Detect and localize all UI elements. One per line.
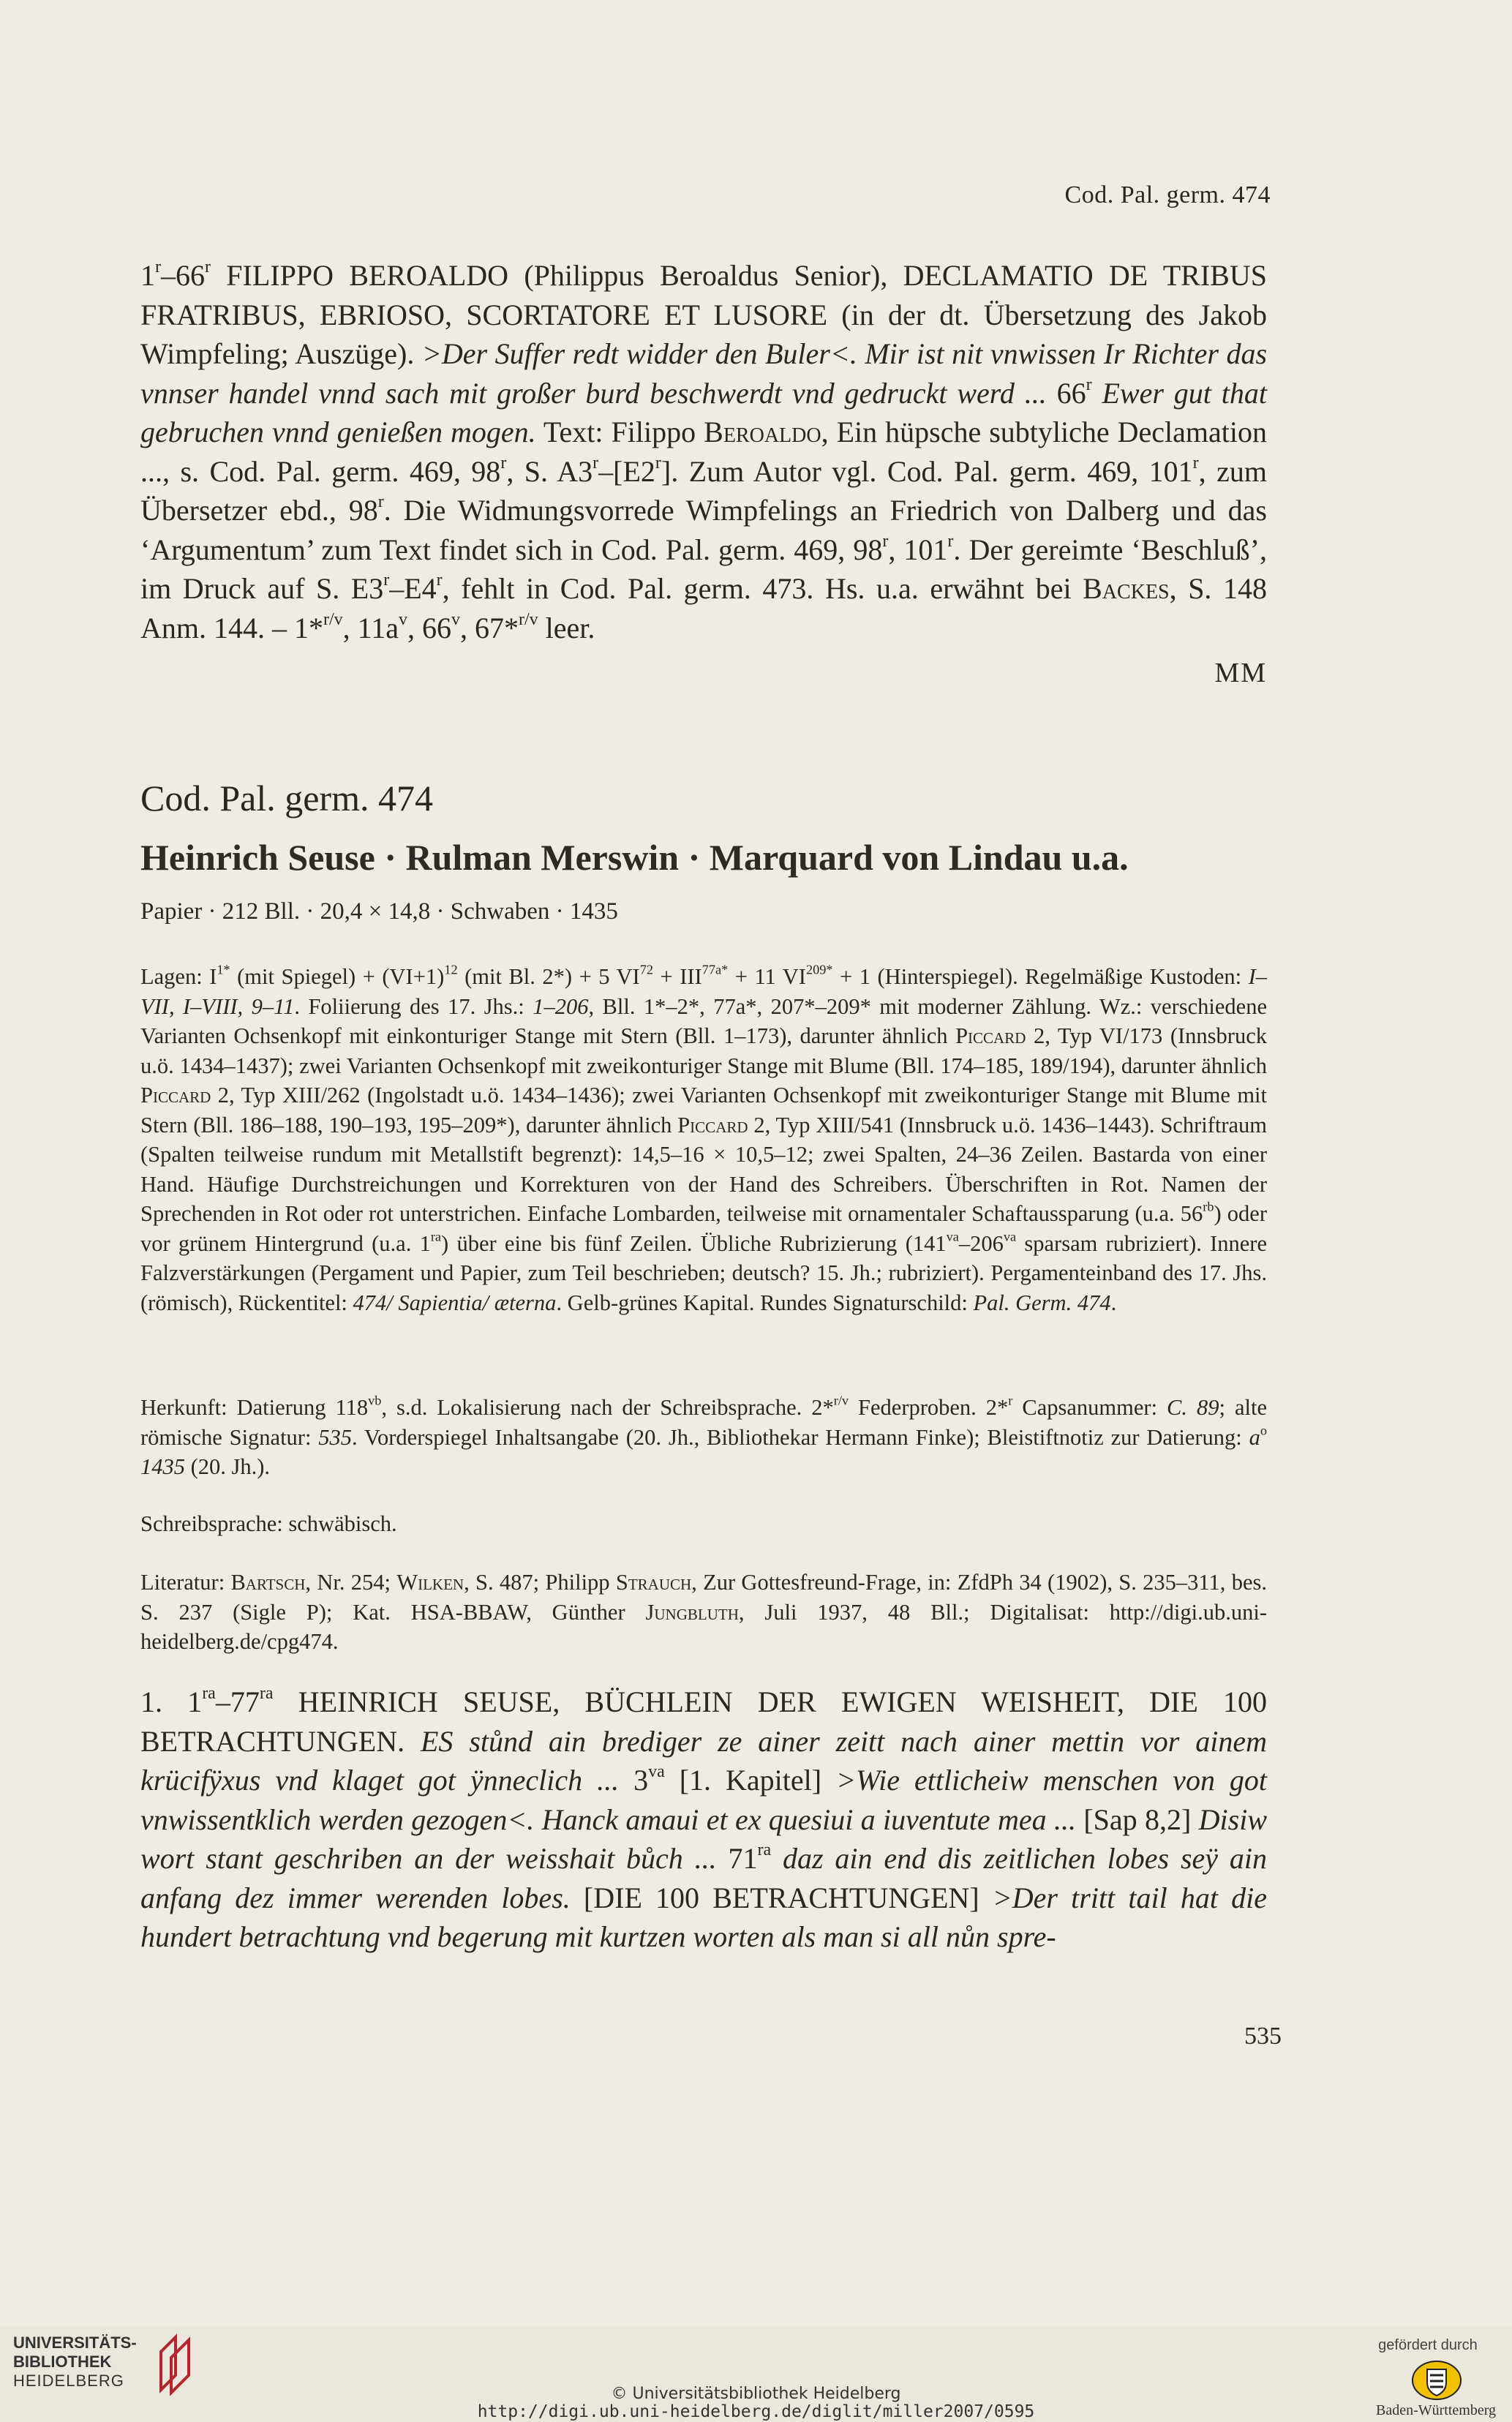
permalink[interactable]: http://digi.ub.uni-heidelberg.de/diglit/miller2007/0595 xyxy=(477,2402,1035,2421)
dialect: Schreibsprache: schwäbisch. xyxy=(140,1511,397,1536)
codicological-description: Lagen: $I^{1*}$ (mit Spiegel) + $(VI+1)^{12}$ (mit Bl. 2*) + 5 $VI^{72} + III^{77a*} + 11$ $VI^{209*} + 1$ (Hinterspiegel). Regelmäßige Kustoden: I–VII, I–VIII, 9–11. Foliierung des 17. Jhs.: 1–206, Bll. 1*–2*, 77a*, 207*–209* mit moderner Zählung. Wz.: verschiedene Varianten Ochsenkopf mit einkonturiger Stange mit Stern (Bll. 1–173), darunter ähnlich Piccard 2, Typ VI/173 (Innsbruck u.ö. 1434–1437); zwei Varianten Ochsenkopf mit zweikonturiger Stange mit Blume (Bll. 174–185, 189/194), darunter ähnlich Piccard 2, Typ XIII/262 (Ingolstadt u.ö. 1434–1436); zwei Varianten Ochsenkopf mit zweikonturiger Stange mit Blume mit Stern (Bll. 186–188, 190–193, 195–209*), darunter ähnlich Piccard 2, Typ XIII/541 (Innsbruck u.ö. 1436–1443). Schriftraum (Spalten teilweise rundum mit Metallstift begrenzt): 14,5–16 × 10,5–12; zwei Spalten, 24–36 Zeilen. Bastarda von einer Hand. Häufige Durchstreichungen und Korrekturen von der Hand des Schreibers. Überschriften in Rot. Namen der Sprechenden in Rot oder rot unterstrichen. Einfache Lombarden, teilweise mit ornamentaler Schaftaussparung (u.a. $56^{rb}$) oder vor grünem Hintergrund (u.a. $1^{ra}$) über eine bis fünf Zeilen. Übliche Rubrizierung ($141^{va}-206^{va}$ sparsam rubriziert). Innere Falzverstärkungen (Pergament und Papier, zum Teil beschrieben; deutsch? 15. Jh.; rubriziert). Pergamenteinband des 17. Jhs. (römisch), Rückentitel: 474/ Sapientia/ æterna. Gelb-grünes Kapital. Rundes Signaturschild: Pal. Germ. 474. xyxy=(140,962,1268,1315)
author-initials: MM xyxy=(1214,658,1267,688)
running-head: Cod. Pal. germ. 474 xyxy=(1064,181,1271,208)
funded-by-label: gefördert durch xyxy=(1378,2337,1478,2353)
copyright-notice: © Universitätsbibliothek Heidelberg xyxy=(611,2385,901,2403)
shelfmark-heading: Cod. Pal. germ. 474 xyxy=(140,778,433,819)
entry-one-text: 1$^r$–66$^r$ FILIPPO BEROALDO (Philippus Beroaldus Senior), DECLAMATIO DE TRIBUS FRATRIBUS, EBRIOSO, SCORTATORE ET LUSORE (in der dt. Übersetzung des Jakob Wimpfeling; Auszüge). >Der Suffer redt widder den Buler<. Mir ist nit vnwissen Ir Richter das vnnser handel vnnd sach mit großer burd beschwerdt vnd gedruckt werd ... 66$^r$ Ewer gut that gebruchen vnnd genießen mogen. Text: Filippo Beroaldo, Ein hüpsche subtyliche Declamation ..., s. Cod. Pal. germ. 469, 98$^r$, S. A3$^r$–[E2$^r$]. Zum Autor vgl. Cod. Pal. germ. 469, 101$^r$, zum Übersetzer ebd., 98$^r$. Die Widmungsvorrede Wimpfelings an Friedrich von Dalberg und das ‘Argumentum’ zum Text findet sich in Cod. Pal. germ. 469, 98$^r$, 101$^r$. Der gereimte ‘Beschluß’, im Druck auf S. E3$^r$–E4$^r$, fehlt in Cod. Pal. germ. 473. Hs. u.a. erwähnt bei Backes, S. 148 Anm. 144. – 1*$^{r/v}$, $11a^v$, 66$^v$, 67*$^{r/v}$ leer. xyxy=(140,257,1268,644)
library-name-line2: BIBLIOTHEK xyxy=(13,2353,112,2371)
state-crest-icon xyxy=(1411,2359,1462,2402)
manuscript-format: Papier · 212 Bll. · 20,4 × 14,8 · Schwaben · 1435 xyxy=(140,898,618,925)
manuscript-title: Heinrich Seuse · Rulman Merswin · Marquard von Lindau u.a. xyxy=(140,837,1129,878)
provenance: Herkunft: Datierung $118^{vb}$, s.d. Lokalisierung nach der Schreibsprache. 2*$^{r/v}$ Federproben. 2*$^r$ Capsanummer: C. 89; alte römische Signatur: 535. Vorderspiegel Inhaltsangabe (20. Jh., Bibliothekar Hermann Finke); Bleistiftnotiz zur Datierung: $a^o$ 1435 (20. Jh.). xyxy=(140,1393,1267,1479)
entry-two-text: 1. $1^{ra}-77^{ra}$ HEINRICH SEUSE, BÜCHLEIN DER EWIGEN WEISHEIT, DIE 100 BETRACHTUNGEN. ES stůnd ain brediger ze ainer zeitt nach ainer mettin vor ainem krücifÿxus vnd klaget got ÿnneclich ... $3^{va}$ [1. Kapitel] >Wie ettlicheiw menschen von got vnwissentklich werden gezogen<. Hanck amaui et ex quesiui a iuventute mea ... [Sap 8,2] Disiw wort stant geschriben an der weisshait bůch ... $71^{ra}$ daz ain end dis zeitlichen lobes seÿ ain anfang dez immer werenden lobes. [DIE 100 BETRACHTUNGEN] >Der tritt tail hat die hundert betrachtung vnd begerung mit kurtzen worten als man si all nůn spre- xyxy=(140,1684,1268,1953)
literature: Literatur: Bartsch, Nr. 254; Wilken, S. 487; Philipp Strauch, Zur Gottesfreund-Frage, in: ZfdPh 34 (1902), S. 235–311, bes. S. 237 (Sigle P); Kat. HSA-BBAW, Günther Jungbluth, Juli 1937, 48 Bll.; Digitalisat: http://digi.ub.uni-heidelberg.de/cpg474. xyxy=(140,1570,1267,1654)
library-name-line1: UNIVERSITÄTS- xyxy=(13,2333,137,2352)
page-number: 535 xyxy=(1244,2023,1282,2050)
library-name-line3: HEIDELBERG xyxy=(13,2372,124,2390)
library-name[interactable] xyxy=(13,2333,137,2391)
state-name: Baden-Württemberg xyxy=(1375,2402,1496,2418)
